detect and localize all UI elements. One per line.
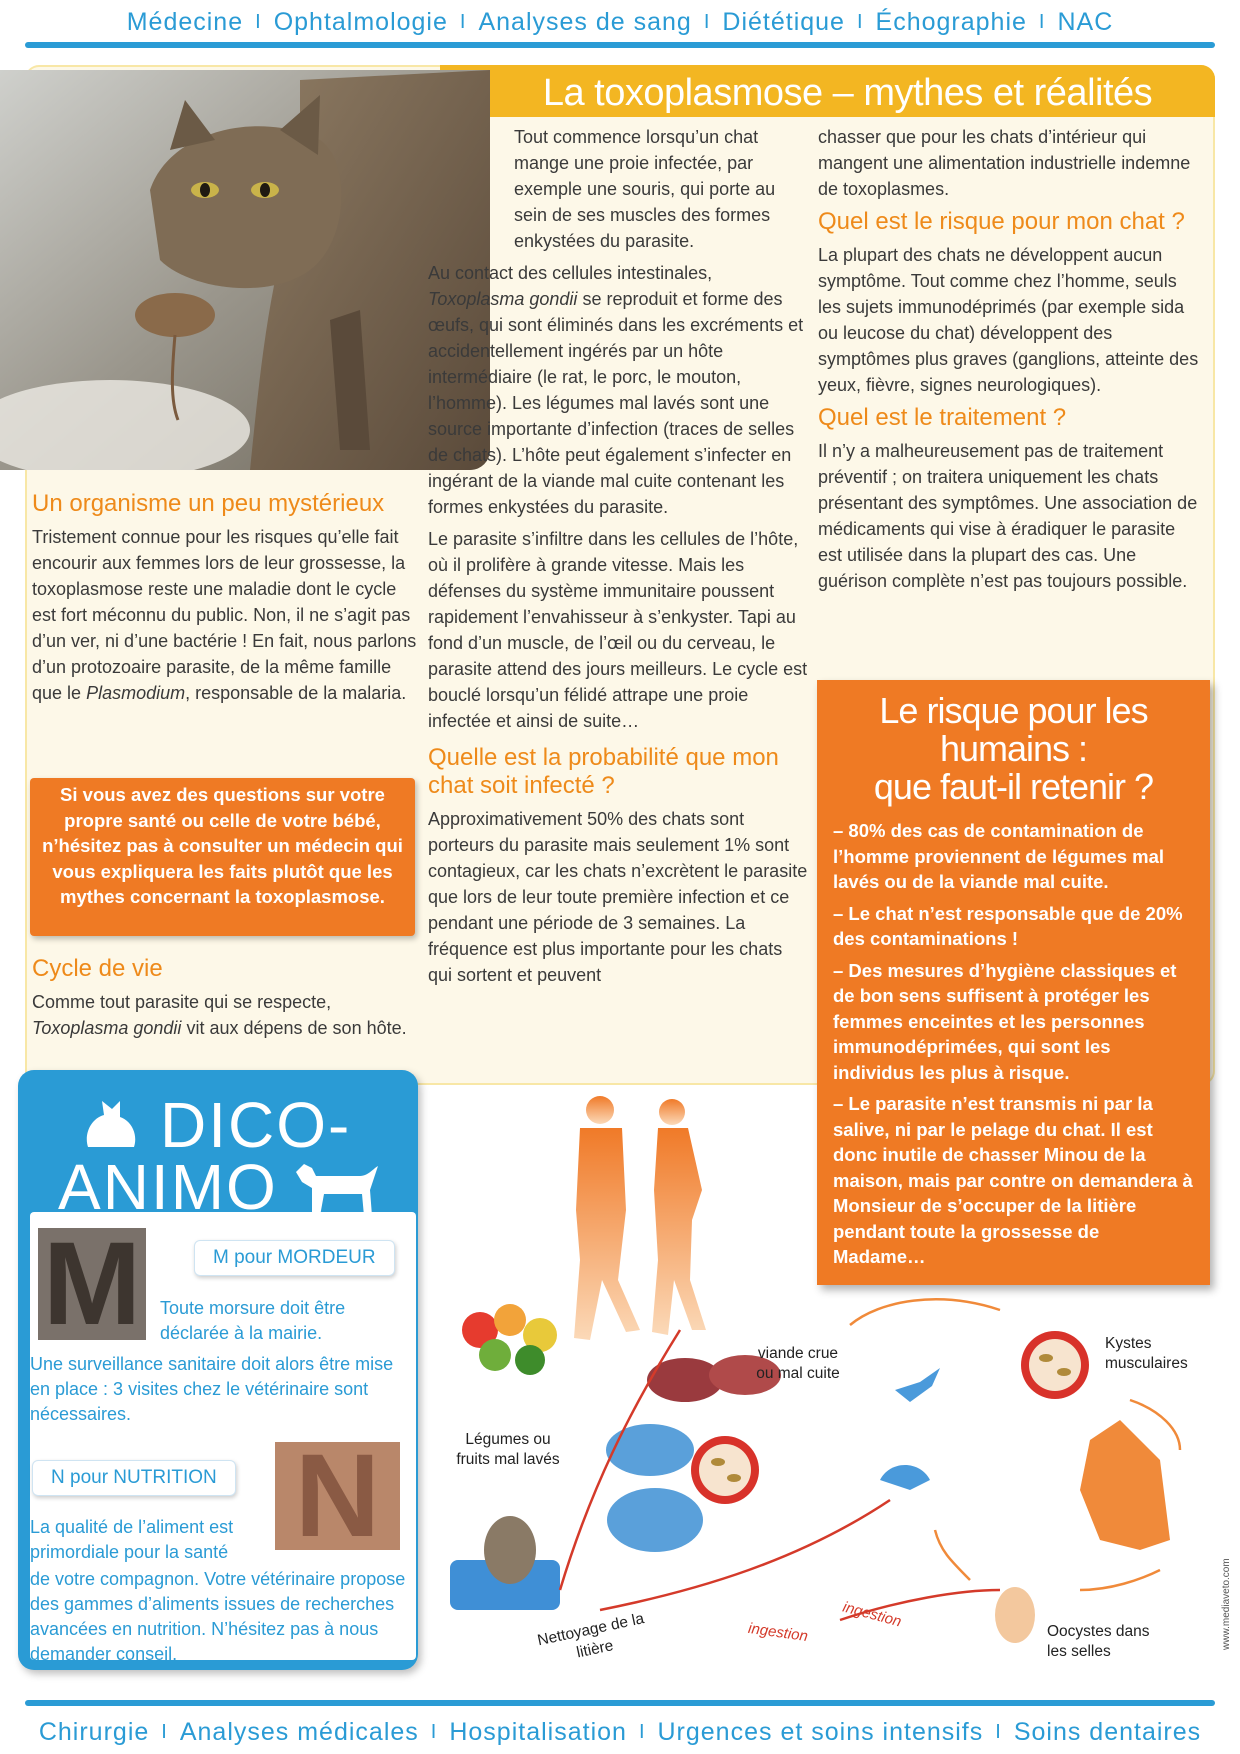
caption-litter: Nettoyage de la litière — [535, 1610, 646, 1662]
pig-icon — [606, 1424, 694, 1476]
section-title-risque-chat: Quel est le risque pour mon chat ? — [818, 208, 1185, 235]
nav-separator: I — [255, 10, 262, 33]
label-m-mordeur: M pour MORDEUR — [194, 1240, 395, 1276]
nav-item-medecine[interactable]: Médecine — [126, 7, 244, 36]
column-3 — [818, 124, 1203, 600]
risk-item: – 80% des cas de contamination de l’homme proviennent de légumes mal lavés ou de la viande mal cuite. — [833, 820, 1165, 892]
label-n-nutrition: N pour NUTRITION — [32, 1460, 236, 1496]
caption-oocysts: Oocystes dans les selles — [1047, 1623, 1150, 1660]
column-1 — [32, 490, 417, 712]
caption-meat: viande crue ou mal cuite — [756, 1345, 840, 1382]
section-text-organisme: Tristement connue pour les risques qu’elle fait encourir aux femmes lors de leur grossesse, la toxoplasmose reste une maladie dont le cycle est fort méconnu du public. Non, il ne s’agit pas d’un ver, ni d’une bactérie ! En fait, nous parlons d’un protozoaire parasite, de la même famille que le Plasmodium, responsable de la malaria. — [32, 527, 417, 703]
section-text-traitement: Il n’y a malheureusement pas de traitement préventif ; on traitera uniquement les chats présentant des symptômes. Une association de médicaments qui vise à éradiquer le parasite est utilisée dans la plupart des cas. Une guérison complète n’est pas toujours possible. — [818, 441, 1198, 591]
dog-silhouette-icon — [290, 1158, 380, 1220]
cat-in-litter-icon — [484, 1516, 536, 1584]
dico-title-line2: ANIMO — [58, 1151, 278, 1223]
caption-cysts: Kystes musculaires — [1105, 1335, 1188, 1372]
cyst-icon — [691, 1436, 759, 1504]
arrow-cyst — [850, 1299, 1000, 1325]
nav-separator: I — [995, 1720, 1002, 1743]
cycle-paragraph-2: Au contact des cellules intestinales, Toxoplasma gondii se reproduit et forme des œufs, qui sont éliminés dans les excréments et accidentellement ingérés par un hôte intermédiaire (le rat, le porc, le mouton, l’homme). Les légumes mal lavés sont une source importante d’infection (traces de selles de chats). L’hôte peut également s’infecter en ingérant de la viande mal cuite contenant les formes enkystées du parasite. — [428, 263, 804, 517]
nav-separator: I — [430, 1720, 438, 1743]
cycle-paragraph-3: Le parasite s’infiltre dans les cellules de l’hôte, où il prolifère à grande vitesse. Mais les défenses du système immunitaire poussent rapidement l’envahisseur à s’enkyster. Tapi au fond d’un muscle, de l’œil ou du cerveau, le parasite attend des jours meilleurs. Le cycle est bouclé lorsqu’un félidé attrape une proie infectée et ainsi de suite… — [428, 529, 808, 731]
nav-item-hospitalisation[interactable]: Hospitalisation — [449, 1717, 627, 1746]
letter-m: M — [38, 1228, 146, 1340]
section-text-probabilite: Approximativement 50% des chats sont porteurs du parasite mais seulement 1% sont contagieux, car les chats n’excrètent le parasite que lors de leur toute première infection et ce pendant une période de 3 semaines. La fréquence est plus importante pour les chats qui sortent et peuvent — [428, 809, 808, 985]
arrow-rat — [935, 1530, 970, 1580]
arrow-oocyst — [1080, 1570, 1160, 1590]
risk-title: Le risque pour les humains : que faut-il retenir ? — [873, 690, 1154, 807]
text-m-2: Une surveillance sanitaire doit alors être mise en place : 3 visites chez le vétérinaire sont nécessaires. — [30, 1354, 394, 1424]
cycle-paragraph-1: Tout commence lorsqu’un chat mange une proie infectée, par exemple une souris, qui porte au sein de ses muscles des formes enkystées du parasite. — [514, 127, 776, 251]
nav-separator: I — [459, 10, 467, 33]
risk-item: – Des mesures d’hygiène classiques et de bon sens suffisent à protéger les femmes enceintes et les personnes immunodéprimées, qui sont les individus les plus à risque. — [833, 959, 1177, 1083]
nav-item-ophtalmologie[interactable]: Ophtalmologie — [273, 7, 448, 36]
risk-item: – Le chat n’est responsable que de 20% des contaminations ! — [833, 902, 1183, 949]
top-divider — [25, 42, 1215, 48]
cat-with-mouse-image — [0, 70, 490, 470]
nav-item-soins-dentaires[interactable]: Soins dentaires — [1013, 1717, 1202, 1746]
section-text-risque-chat: La plupart des chats ne développent aucun symptôme. Tout comme chez l’homme, seuls les sujets immunodéprimés (par exemple sida ou leucose du chat) développent des symptômes plus graves (ganglions, atteinte des yeux, fièvre, signes neurologiques). — [818, 245, 1199, 395]
nav-item-analyses-de-sang[interactable]: Analyses de sang — [478, 7, 692, 36]
rat-icon — [880, 1465, 930, 1490]
nav-item-analyses-medicales[interactable]: Analyses médicales — [179, 1717, 419, 1746]
label-ingestion-1: ingestion — [747, 1619, 809, 1646]
nav-item-nac[interactable]: NAC — [1057, 7, 1114, 36]
caption-vegetables: Légumes ou fruits mal lavés — [456, 1431, 560, 1468]
section-title-organisme: Un organisme un peu mystérieux — [32, 490, 385, 517]
cat-photo — [0, 70, 490, 470]
nav-item-echographie[interactable]: Échographie — [875, 7, 1027, 36]
article-title: La toxoplasmose – mythes et réalités — [542, 72, 1153, 114]
oocyst-icon — [995, 1587, 1035, 1643]
section-title-cycle: Cycle de vie — [32, 955, 163, 982]
bird-icon — [895, 1368, 940, 1402]
nav-separator: I — [161, 1720, 168, 1743]
sheep-icon — [607, 1488, 703, 1552]
vegetables-icon — [462, 1304, 557, 1375]
column-3-intro: chasser que pour les chats d’intérieur qui mangent une alimentation industrielle indemne de toxoplasmes. — [818, 127, 1191, 199]
dico-title-line1: DICO- — [160, 1089, 352, 1161]
risk-item: – Le parasite n’est transmis ni par la salive, ni par le pelage du chat. Il est donc inutile de chasser Minou de la maison, mais par contre on demandera à Monsieur de s’occuper de la litière pendant toute la grossesse de Madame… — [833, 1093, 1193, 1267]
human-risk-box — [817, 680, 1210, 1285]
top-nav — [0, 2, 1240, 42]
credit-text: www.mediaveto.com — [1221, 1558, 1232, 1650]
muscle-cyst-icon — [1021, 1331, 1089, 1399]
nav-separator: I — [1038, 10, 1046, 33]
text-m-1: Toute morsure doit être déclarée à la mairie. — [160, 1298, 346, 1343]
cat-silhouette-icon — [80, 1095, 144, 1155]
nav-item-chirurgie[interactable]: Chirurgie — [38, 1717, 150, 1746]
column-2 — [428, 124, 808, 994]
bottom-divider — [25, 1700, 1215, 1706]
italic-plasmodium: Plasmodium — [86, 683, 186, 703]
section-text-cycle: Comme tout parasite qui se respecte, Toxoplasma gondii vit aux dépens de son hôte. — [32, 992, 407, 1038]
text-n-1: La qualité de l’aliment est primordiale pour la santé — [30, 1517, 234, 1562]
nav-separator: I — [856, 10, 864, 33]
label-ingestion-2: ingestion — [840, 1598, 904, 1631]
nav-item-dietetique[interactable]: Diététique — [722, 7, 845, 36]
nav-separator: I — [638, 1720, 646, 1743]
column-1-cycle — [32, 955, 417, 1047]
orange-cat-icon — [1080, 1420, 1170, 1550]
section-title-traitement: Quel est le traitement ? — [818, 404, 1067, 431]
text-n-2: de votre compagnon. Votre vétérinaire propose des gammes d’aliments issues de recherches avancées en nutrition. N’hésitez pas à nous demander conseil. — [30, 1569, 406, 1664]
bottom-nav — [0, 1712, 1240, 1752]
section-title-probabilite: Quelle est la probabilité que mon chat soit infecté ? — [428, 744, 779, 799]
nav-separator: I — [703, 10, 711, 33]
nav-item-urgences[interactable]: Urgences et soins intensifs — [657, 1717, 984, 1746]
health-advice-note: Si vous avez des questions sur votre propre santé ou celle de votre bébé, n’hésitez pas à consulter un médecin qui vous expliquera les faits plutôt que les mythes concernant la toxoplasmose. — [30, 778, 415, 936]
letter-n: N — [275, 1442, 400, 1550]
